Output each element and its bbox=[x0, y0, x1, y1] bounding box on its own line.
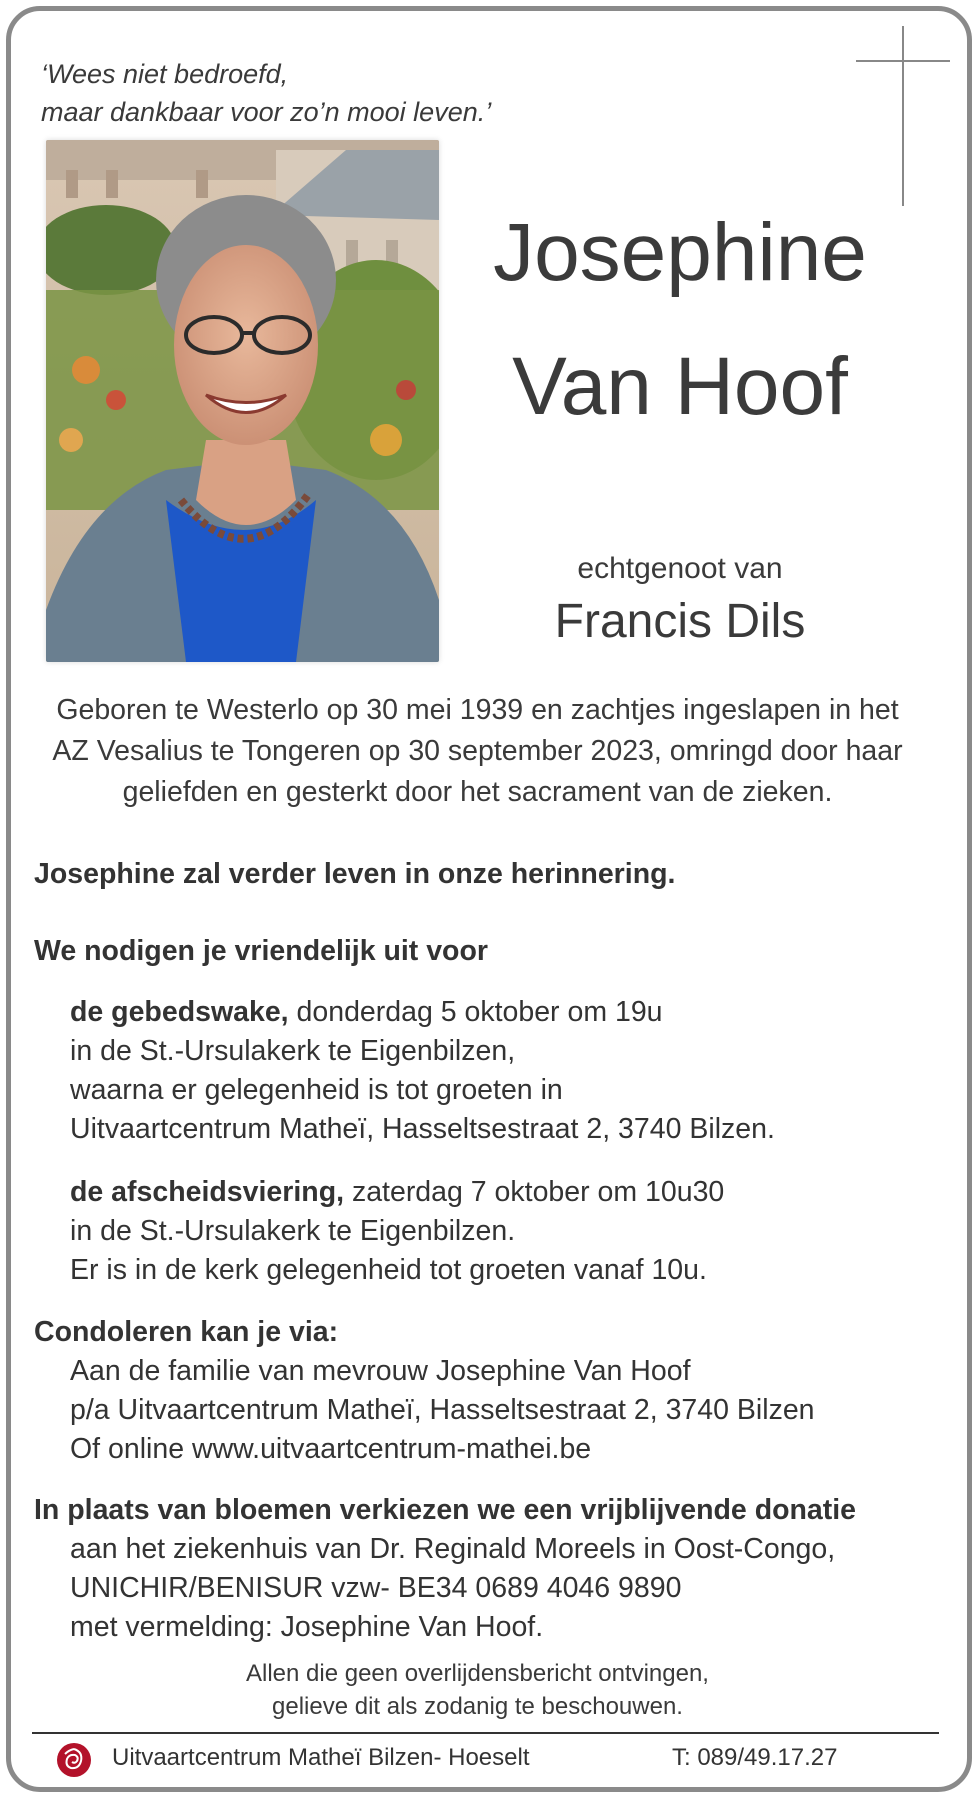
invitation-heading: We nodigen je vriendelijk uit voor bbox=[34, 935, 488, 967]
condolences-line-2: p/a Uitvaartcentrum Matheï, Hasseltsestraat 2, 3740 Bilzen bbox=[70, 1394, 815, 1426]
condolences-website: Of online www.uitvaartcentrum-mathei.be bbox=[70, 1433, 592, 1465]
condolences-line-1: Aan de familie van mevrouw Josephine Van Hoof bbox=[70, 1355, 691, 1387]
farewell-line-2: Er is in de kerk gelegenheid tot groeten vanaf 10u. bbox=[70, 1254, 707, 1286]
donation-line-2: UNICHIR/BENISUR vzw- BE34 0689 4046 9890 bbox=[70, 1572, 682, 1604]
farewell-section bbox=[34, 1173, 970, 1290]
donation-section bbox=[34, 1491, 934, 1647]
vigil-section bbox=[34, 993, 970, 1149]
birth-death-paragraph bbox=[30, 690, 925, 813]
cross-icon-horizontal bbox=[856, 60, 950, 62]
footer-bar bbox=[56, 1738, 926, 1778]
birth-line-1: Geboren te Westerlo op 30 mei 1939 en zachtjes ingeslapen in het bbox=[56, 694, 899, 726]
farewell-line-1: in de St.-Ursulakerk te Eigenbilzen. bbox=[70, 1215, 516, 1247]
spouse-name: Francis Dils bbox=[554, 595, 806, 648]
spouse-label: echtgenoot van bbox=[577, 552, 783, 585]
quote-line-2: maar dankbaar voor zo’n mooi leven.’ bbox=[41, 97, 492, 127]
farewell-title: de afscheidsviering, bbox=[70, 1176, 345, 1208]
donation-heading: In plaats van bloemen verkiezen we een vrijblijvende donatie bbox=[34, 1494, 857, 1526]
memory-line: Josephine zal verder leven in onze herinnering. bbox=[34, 858, 676, 890]
vigil-title: de gebedswake, bbox=[70, 996, 289, 1028]
donation-line-3: met vermelding: Josephine Van Hoof. bbox=[70, 1611, 544, 1643]
vigil-when: donderdag 5 oktober om 19u bbox=[288, 996, 663, 1028]
condolences-heading: Condoleren kan je via: bbox=[34, 1316, 339, 1348]
birth-line-2: AZ Vesalius te Tongeren op 30 september 2023, omringd door haar bbox=[52, 735, 903, 767]
farewell-when: zaterdag 7 oktober om 10u30 bbox=[344, 1176, 725, 1208]
birth-line-3: geliefden en gesterkt door het sacrament van de zieken. bbox=[122, 776, 833, 808]
footer-divider bbox=[32, 1732, 939, 1734]
donation-line-1: aan het ziekenhuis van Dr. Reginald Moreels in Oost-Congo, bbox=[70, 1533, 836, 1565]
condolences-section bbox=[34, 1313, 934, 1469]
disclaimer-line-2: gelieve dit als zodanig te beschouwen. bbox=[272, 1693, 683, 1720]
disclaimer-line-1: Allen die geen overlijdensbericht ontvingen, bbox=[246, 1660, 709, 1687]
vigil-line-1: in de St.-Ursulakerk te Eigenbilzen, bbox=[70, 1035, 516, 1067]
deceased-first-name: Josephine bbox=[493, 207, 867, 298]
cross-icon-vertical bbox=[902, 26, 904, 206]
rose-logo-icon bbox=[56, 1742, 92, 1778]
deceased-last-name: Van Hoof bbox=[512, 341, 848, 432]
portrait-photo bbox=[46, 140, 439, 662]
vigil-line-3: Uitvaartcentrum Matheï, Hasseltsestraat 2, 3740 Bilzen. bbox=[70, 1113, 775, 1145]
funeral-home-name: Uitvaartcentrum Matheï Bilzen- Hoeselt bbox=[112, 1744, 530, 1771]
vigil-line-2: waarna er gelegenheid is tot groeten in bbox=[70, 1074, 563, 1106]
notice-disclaimer bbox=[30, 1657, 925, 1723]
quote-line-1: ‘Wees niet bedroefd, bbox=[41, 59, 289, 89]
memorial-quote bbox=[41, 55, 491, 131]
funeral-home-phone: T: 089/49.17.27 bbox=[672, 1744, 838, 1771]
